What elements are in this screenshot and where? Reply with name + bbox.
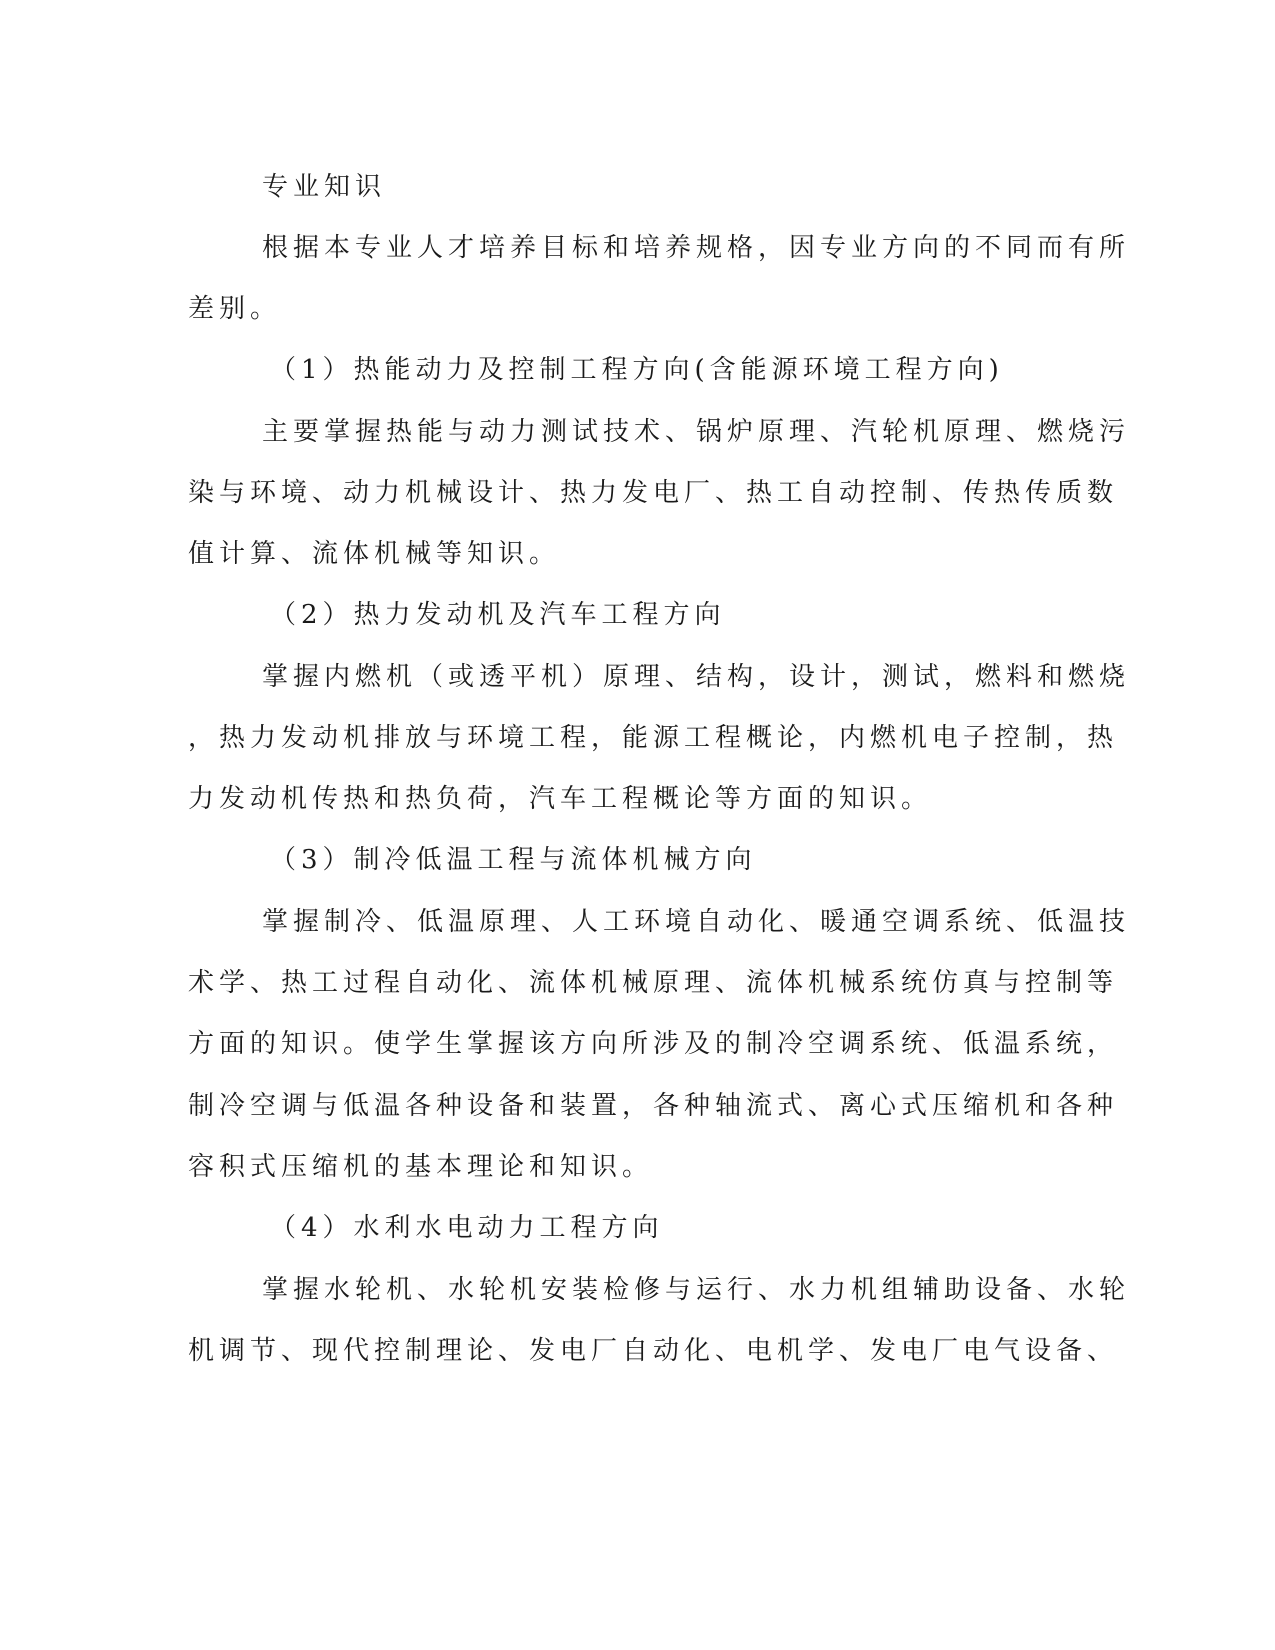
paragraph-line: 染与环境、动力机械设计、热力发电厂、热工自动控制、传热传质数: [188, 478, 1119, 508]
subsection-heading-4: （4）水利水电动力工程方向: [270, 1213, 664, 1243]
paragraph-line: 根据本专业人才培养目标和培养规格，因专业方向的不同而有所: [262, 233, 1131, 263]
subsection-heading-1: （1）热能动力及控制工程方向(含能源环境工程方向): [270, 355, 1004, 385]
paragraph-line: 值计算、流体机械等知识。: [188, 539, 561, 569]
paragraph-line: 方面的知识。使学生掌握该方向所涉及的制冷空调系统、低温系统，: [188, 1029, 1119, 1059]
paragraph-line: 掌握制冷、低温原理、人工环境自动化、暖通空调系统、低温技: [262, 907, 1131, 937]
paragraph-line: ，热力发动机排放与环境工程，能源工程概论，内燃机电子控制，热: [188, 723, 1119, 753]
subsection-heading-3: （3）制冷低温工程与流体机械方向: [270, 845, 757, 875]
subsection-heading-2: （2）热力发动机及汽车工程方向: [270, 600, 726, 630]
paragraph-line: 容积式压缩机的基本理论和知识。: [188, 1152, 654, 1182]
paragraph-line: 机调节、现代控制理论、发电厂自动化、电机学、发电厂电气设备、: [188, 1336, 1119, 1366]
paragraph-line: 主要掌握热能与动力测试技术、锅炉原理、汽轮机原理、燃烧污: [262, 417, 1131, 447]
paragraph-line: 制冷空调与低温各种设备和装置，各种轴流式、离心式压缩机和各种: [188, 1091, 1119, 1121]
paragraph-line: 术学、热工过程自动化、流体机械原理、流体机械系统仿真与控制等: [188, 968, 1119, 998]
paragraph-line: 掌握内燃机（或透平机）原理、结构，设计，测试，燃料和燃烧: [262, 662, 1131, 692]
section-heading: 专业知识: [262, 172, 387, 202]
paragraph-line: 差别。: [188, 294, 282, 324]
paragraph-line: 掌握水轮机、水轮机安装检修与运行、水力机组辅助设备、水轮: [262, 1275, 1131, 1305]
paragraph-line: 力发动机传热和热负荷，汽车工程概论等方面的知识。: [188, 784, 933, 814]
